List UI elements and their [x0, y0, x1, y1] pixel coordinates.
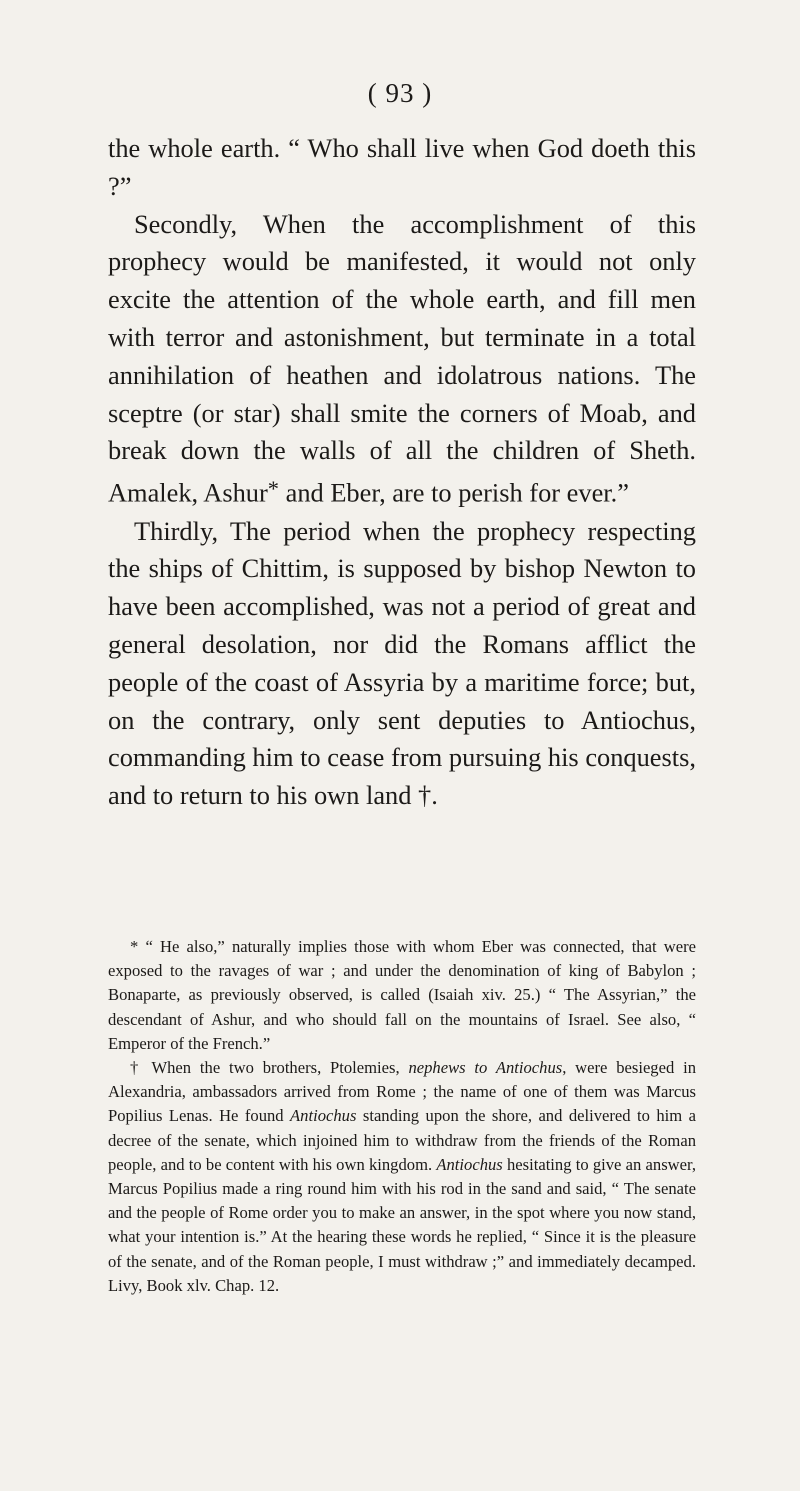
footnote-2-part-c: , were besieged in Alexandria, ambassadors arrived from Rome ; the name of one of them was Marcus Popilius Lenas. He found — [108, 1058, 696, 1126]
page-number: ( 93 ) — [367, 78, 433, 108]
paragraph-1: the whole earth. “ Who shall live when God doeth this ?” — [108, 133, 696, 201]
footnote-2-part-g: hesitating to give an answer, Marcus Popilius made a ring round him with his rod in the sand and said, “ The senate and the people of Rome order you to make an answer, in the spot where you now stand, what your intention is.” At the hearing these words he replied, “ Since it is the pleasure of the senate, and of the Roman people, I must withdraw ;” and immediately decamped. Livy, Book xlv. Chap. 12. — [108, 1154, 697, 1295]
main-text — [108, 130, 696, 815]
paragraph-2-text: Secondly, When the accomplishment of this prophecy would be manifested, it would not only excite the attention of the whole earth, and fill men with terror and astonishment, but terminate in a total annihilation of heathen and idolatrous nations. The sceptre (or star) shall smite the corners of Moab, and break down the walls of all the children of Sheth. Amalek, Ashur — [108, 208, 696, 508]
footnotes — [108, 935, 696, 1298]
paragraph-2-end: and Eber, are to perish for ever.” — [279, 477, 629, 508]
footnote-2-italic-nephews: nephews to Antiochus — [408, 1058, 563, 1078]
paragraph-2 — [108, 206, 696, 513]
footnote-2-part-e: standing upon the shore, and delivered to him a decree of the senate, which injoined him to withdraw from the friends of the Roman people, and to be content with his own kingdom. — [108, 1106, 697, 1174]
footnote-2-part-a: † When the two brothers, Ptolemies, — [130, 1058, 400, 1078]
footnote-2-italic-antiochus-1: Antiochus — [290, 1106, 357, 1126]
footnote-mark-dagger: †. — [411, 780, 438, 811]
paragraph-3-text: Thirdly, The period when the prophecy respecting the ships of Chittim, is supposed by bishop Newton to have been accomplished, was not a period of great and general desolation, nor did the Romans afflict the people of the coast of Assyria by a maritime force; but, on the contrary, only sent deputies to Antiochus, commanding him to cease from pursuing his conquests, and to return to his own land — [108, 515, 696, 811]
paragraph-3 — [108, 513, 696, 815]
footnote-2 — [108, 1056, 696, 1298]
footnote-mark-asterisk: * — [267, 476, 280, 502]
footnote-2-italic-antiochus-2: Antiochus — [436, 1154, 503, 1174]
footnote-1: * “ He also,” naturally implies those with whom Eber was connected, that were exposed to the ravages of war ; and under the denomination of king of Babylon ; Bonaparte, as previously observed, is called (Isaiah xiv. 25.) “ The Assyrian,” the descendant of Ashur, and who should fall on the mountains of Israel. See also, “ Emperor of the French.” — [108, 937, 696, 1053]
